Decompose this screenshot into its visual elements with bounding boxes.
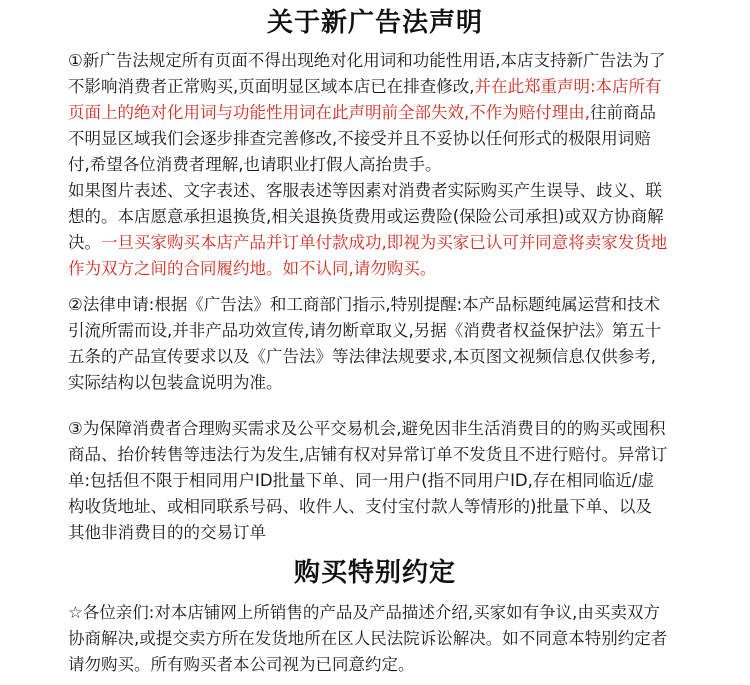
- notice-paragraph-2-text: 如果图片表述、文字表述、客服表述等因素对消费者实际购买产生误导、歧义、联想的。本店愿意承担退换货,相关退换货费用或运费险(保险公司承担)或双方协商解决。: [68, 181, 664, 252]
- legal-notice-paragraph: ②法律申请:根据《广告法》和工商部门指示,特别提醒:本产品标题纯属运营和技术引流所需而设,并非产品功效宣传,请勿断章取义,另据《消费者权益保护法》第五十五条的产品宣传要求以及《广告法》等法律法规要求,本页图文视频信息仅供参考,实际结构以包装盒说明为准。: [68, 295, 662, 392]
- notice-title: 关于新广告法声明: [266, 8, 483, 38]
- notice-paragraph-1-tail: 往前商品不明显区域我们会逐步排查完善修改,不接受并且不妥协以任何形式的极限用词赔付,希望各位消费者理解,也请职业打假人高抬贵手。: [68, 103, 656, 174]
- agreement-title: 购买特别约定: [293, 558, 456, 588]
- agreement-paragraph: ☆各位亲们:对本店铺网上所销售的产品及产品描述介绍,买家如有争议,由买卖双方协商解决,或提交卖方所在发货地所在区人民法院诉讼解决。如不同意本特别约定者请勿购买。所有购买者本公司视为已同意约定。: [68, 603, 668, 674]
- abnormal-order-paragraph: ③为保障消费者合理购买需求及公平交易机会,避免因非生活消费目的的购买或囤积商品、抬价转售等违法行为发生,店铺有权对异常订单不发货且不进行赔付。异常订单:包括但不限于相同用户ID批量下单、同一用户(指不同用户ID,存在相同临近/虚构收货地址、或相同联系号码、收件人、支付宝付款人等情形的)批量下单、以及其他非消费目的的交易订单: [68, 419, 668, 542]
- notice-paragraph-1: [68, 48, 668, 178]
- notice-paragraph-1-text: ①新广告法规定所有页面不得出现绝对化用词和功能性用语,本店支持新广告法为了不影响消费者正常购买,页面明显区域本店已在排查修改,: [68, 51, 666, 96]
- notice-paragraph-1-red-declaration: 并在此郑重声明:本店所有页面上的绝对化用词与功能性用词在此声明前全部失效,不作为赔付理由,: [68, 77, 662, 122]
- notice-paragraph-2-red-declaration: 一旦买家购买本店产品并订单付款成功,即视为买家已认可并同意将卖家发货地作为双方之间的合同履约地。如不认同,请勿购买。: [68, 233, 668, 278]
- notice-paragraph-2: [68, 178, 668, 282]
